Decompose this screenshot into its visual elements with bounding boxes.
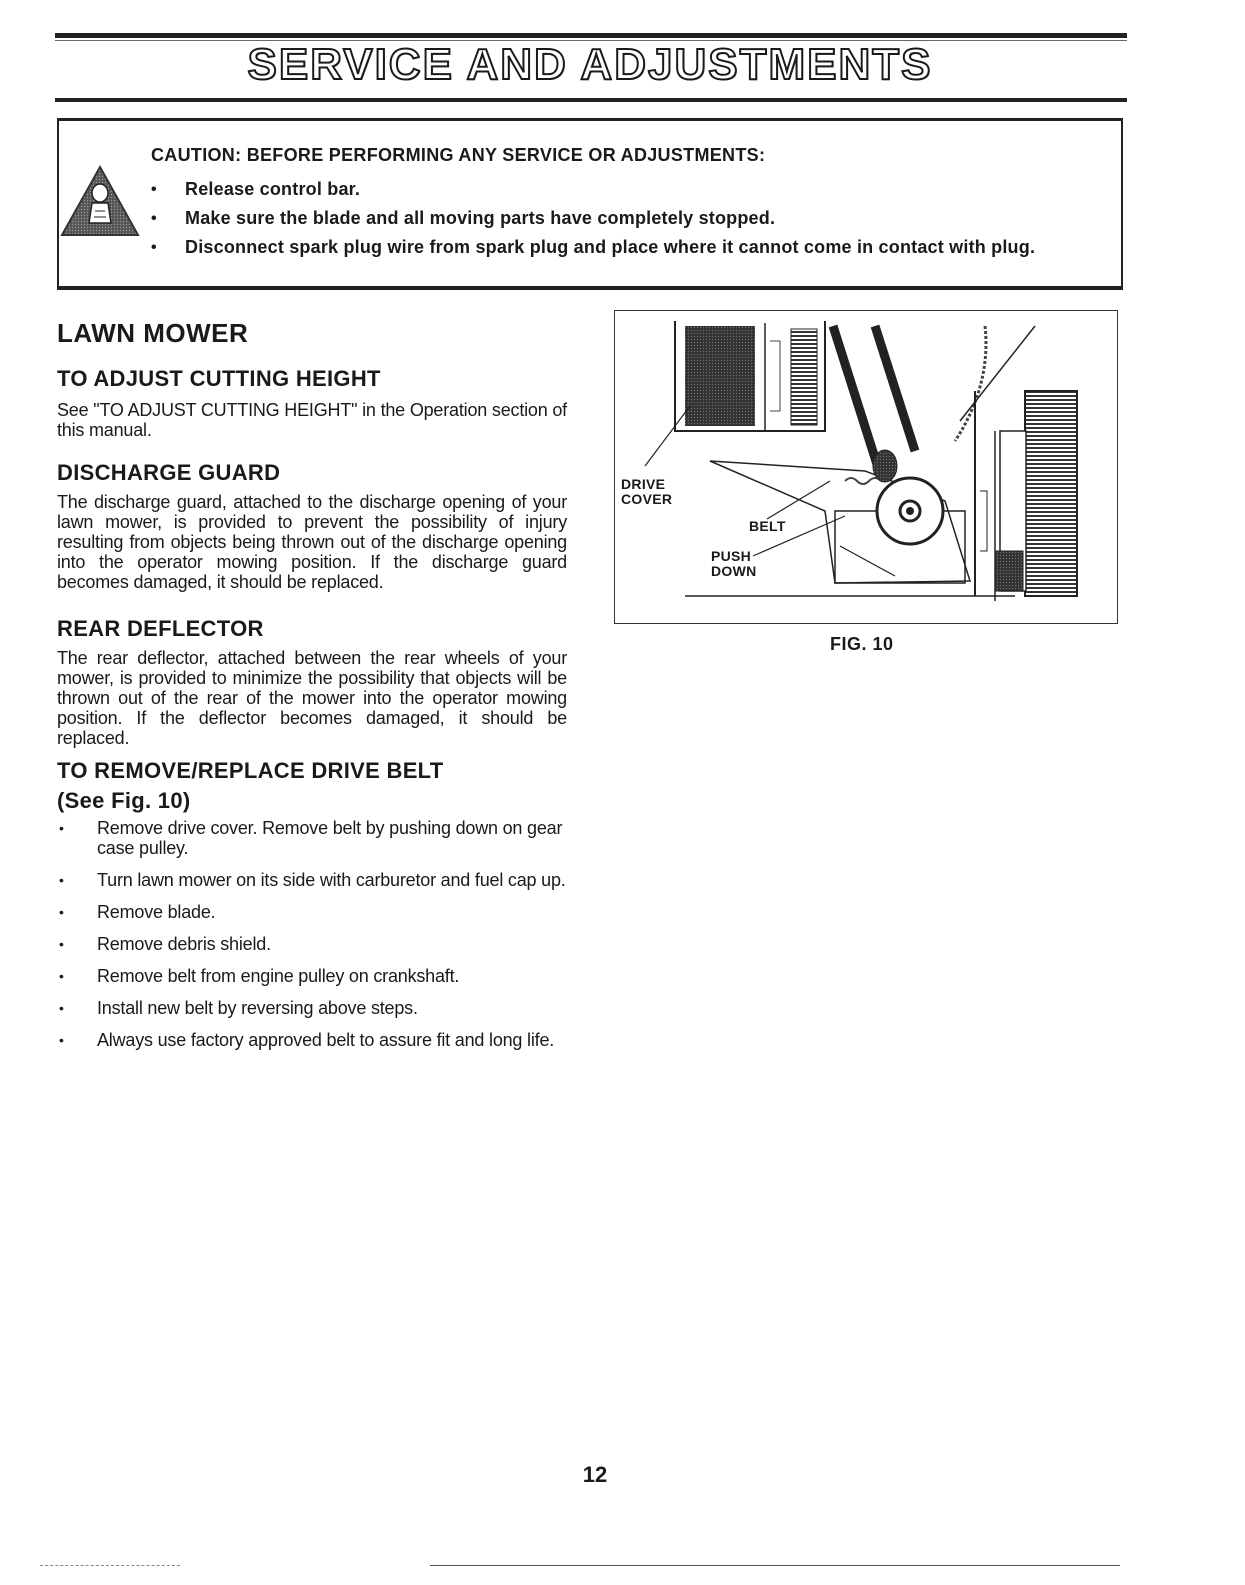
label-drive-cover-line1: DRIVE	[621, 476, 666, 492]
bottom-rule-left	[40, 1565, 180, 1567]
heading-drive-belt: TO REMOVE/REPLACE DRIVE BELT	[57, 758, 444, 783]
list-item: • Remove debris shield.	[57, 934, 567, 954]
heading-cutting-height: TO ADJUST CUTTING HEIGHT	[57, 366, 381, 391]
caution-box	[57, 118, 1123, 290]
caution-item: • Release control bar.	[151, 175, 1035, 204]
label-belt: BELT	[749, 518, 786, 534]
caution-list	[151, 175, 1035, 262]
discharge-guard-text: The discharge guard, attached to the discharge opening of your lawn mower, is provided to prevent the possibility of injury resulting from objects being thrown out of the discharge opening into the operator mowing position. If the discharge guard becomes damaged, it should be replaced.	[57, 492, 567, 592]
list-item: • Install new belt by reversing above steps.	[57, 998, 567, 1018]
cutting-height-text: See "TO ADJUST CUTTING HEIGHT" in the Operation section of this manual.	[57, 400, 567, 440]
list-item: • Remove drive cover. Remove belt by pushing down on gear case pulley.	[57, 818, 567, 858]
label-drive-cover	[621, 477, 672, 507]
list-item: • Remove blade.	[57, 902, 567, 922]
top-rule	[55, 33, 1127, 38]
drive-belt-diagram	[615, 311, 1118, 624]
list-item: • Always use factory approved belt to assure fit and long life.	[57, 1030, 567, 1050]
section-heading-lawn-mower: LAWN MOWER	[57, 318, 249, 348]
drive-belt-steps	[57, 818, 567, 1062]
rear-deflector-text: The rear deflector, attached between the rear wheels of your mower, is provided to minimize the possibility that objects will be thrown out of the rear of the mower into the operator mowing position. If the deflector becomes damaged, it should be replaced.	[57, 648, 567, 748]
figure-10-illustration	[614, 310, 1118, 624]
caution-item: • Make sure the blade and all moving parts have completely stopped.	[151, 204, 1035, 233]
heading-rear-deflector: REAR DEFLECTOR	[57, 616, 264, 641]
list-item: • Remove belt from engine pulley on crankshaft.	[57, 966, 567, 986]
heading-discharge-guard: DISCHARGE GUARD	[57, 460, 281, 485]
label-drive-cover-line2: COVER	[621, 491, 673, 507]
warning-triangle-icon	[59, 163, 141, 238]
subheading-see-fig: (See Fig. 10)	[57, 788, 191, 813]
caution-item: • Disconnect spark plug wire from spark plug and place where it cannot come in contact with plug.	[151, 233, 1035, 262]
bottom-rule	[430, 1565, 1120, 1566]
title-rule	[55, 98, 1127, 102]
figure-caption: FIG. 10	[830, 634, 894, 654]
list-item: • Turn lawn mower on its side with carburetor and fuel cap up.	[57, 870, 567, 890]
page-number: 12	[582, 1462, 608, 1487]
label-push-down	[711, 549, 757, 579]
caution-heading: CAUTION: BEFORE PERFORMING ANY SERVICE OR ADJUSTMENTS:	[151, 145, 766, 165]
label-push-down-line2: DOWN	[711, 563, 757, 579]
page-title: SERVICE AND ADJUSTMENTS	[247, 40, 933, 89]
label-push-down-line1: PUSH	[711, 548, 752, 564]
